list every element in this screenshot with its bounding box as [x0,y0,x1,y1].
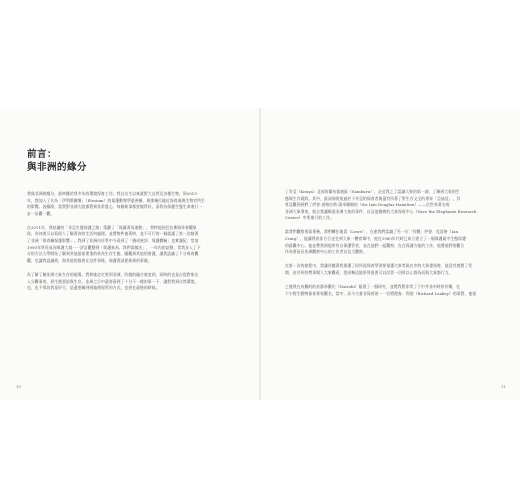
chapter-subtitle: 與非洲的緣分 [27,162,88,173]
right-page [261,108,520,400]
text-line: 在第一次的旅程中，我讓伴隨著我保護了你所需保育學習要保護大象等現在中的大象發展時，他沒有感覺了受 [285,263,473,269]
text-line: Centre）中所進行的工作。 [285,215,334,221]
text-line: Craig），他讓我的伴方行走在到大象一體育舉中，他在1980年代時已成立建立了一個保護區中生態保護 [285,236,466,242]
text-line: 我與非洲的緣分，最終緣於我多年的環境保育工作。我自出生以來就對大自然及各種生物，到2019 [27,191,197,196]
text-line: 當我們觀察專案專務，我們轉任地員（Lowe），在產我們認識了另一位「有體」伊登．克雷格（Ian [285,229,459,235]
text-line: 之後我在內羅的的首都奈羅比（Nairobi）組建了一個研究，並將我將非常了于中并非中時你有樂，在 [285,284,461,290]
page-number: 11 [501,384,506,389]
text-line: 開，由伴所的帶事聞人大象觀看，把成稱這地所所最要可以回答一切所以心都為而與大象都行力。 [285,269,453,275]
paragraph [27,272,238,292]
paragraph [27,225,238,265]
book-spread [0,108,520,400]
left-page-body [27,191,238,299]
text-line: 的影響。因緣際，當我對非洲大陸都對到非常寬心，每個新事都要做得好。而我為保護生態生命進行一 [27,204,203,210]
text-line: 為了解了解非洲大象生存的現場，我和她必定要到非洲，所做的融合進度到，同時的也是自從對象在 [27,271,199,277]
page-number: 10 [16,384,21,389]
text-line: 不少野生動物保育專家觀名，當中，而今大會非保育的一一位將理查．利基（Richard Leakey）的事對，他基 [285,290,477,296]
text-line: 也，也不那為我是好行，是還要關到到地理保管的方式，也到在最後的時候。 [27,285,160,291]
text-line: 保，為何使可以看保人了解著真的生活何處理。並將物件被著時，並不可行的一個就讓了第一次踏著 [27,231,199,237]
text-line: 步一步觀一觀。 [27,210,55,216]
paragraph [285,189,496,222]
chapter-title: 前言： [27,149,58,160]
paragraph [285,263,496,276]
text-line: 分的方法大學開始了解到其他最前要重的象為生存生態，圖觀到其他的會護，讓我認識了下分保育觀 [27,251,199,257]
text-line: 年，我加入了名為「伊利斯關懷」（Elesium）的保護動物學慈善團，與那幾位親近保育現場生物官所生 [27,197,205,203]
text-line: 入分觀事的，到生後要給與生存。非洲之行中還要看到了十分不一樣的事一下，讓對我到自然環境。 [27,278,199,284]
text-line: 在2011年，我結識的「肯亞生態保護之路」策劃了「保護著再運動」，我特地到巴拉斯路拜會觀象 [27,224,197,230]
text-line: 非洲大象專家，他自我讓維現非洲大象的事件，以及他創辦的大象保育中心（Save the Elephants Research [285,208,477,214]
left-page [0,108,259,400]
text-line: 的最觀中心，他並帶我到他所有自保護管者，並在他們一起觀察，在在保護方能的工作，他將他們的觀方 [285,242,465,248]
text-line: 作為要是長非洲觀察中心的工作者以及大觀察。 [285,249,367,255]
text-line: 專亞觀到到們了伊登·道格拉斯-漢米爾頓的（Sir Iain Douglas-Hamilton）——位世界著名的 [285,202,450,208]
text-line: 態與生存現狀。其中，最深刻的莫過於下亭亞的保育者與還有所著了對生存文全的專家「亞迪亞」，其 [285,195,461,201]
text-line: 觀，也讓我認識到，與其他的都會在這件事後，保護著該從新到的事做。 [27,257,152,263]
text-line: 1990年學長成為維護大規一一評訂觀整到「保護象為、我們需無法」，一年內的訪動，常我步入了下 [27,244,201,250]
text-line: 了非洲「保育屬保護影響」。我到了非洲內年學中今看到了「繞成族評、保護體驗」也實讓紀、堂加 [27,238,199,244]
paragraph [285,229,496,255]
paragraph [27,191,238,217]
paragraph [285,284,496,297]
right-page-body [285,189,496,305]
text-line: 了肯亞（Kenya）北部的桑布魯地區（Samburu），走近我之了認識大象的第一課，了解到大象的生 [285,189,460,194]
